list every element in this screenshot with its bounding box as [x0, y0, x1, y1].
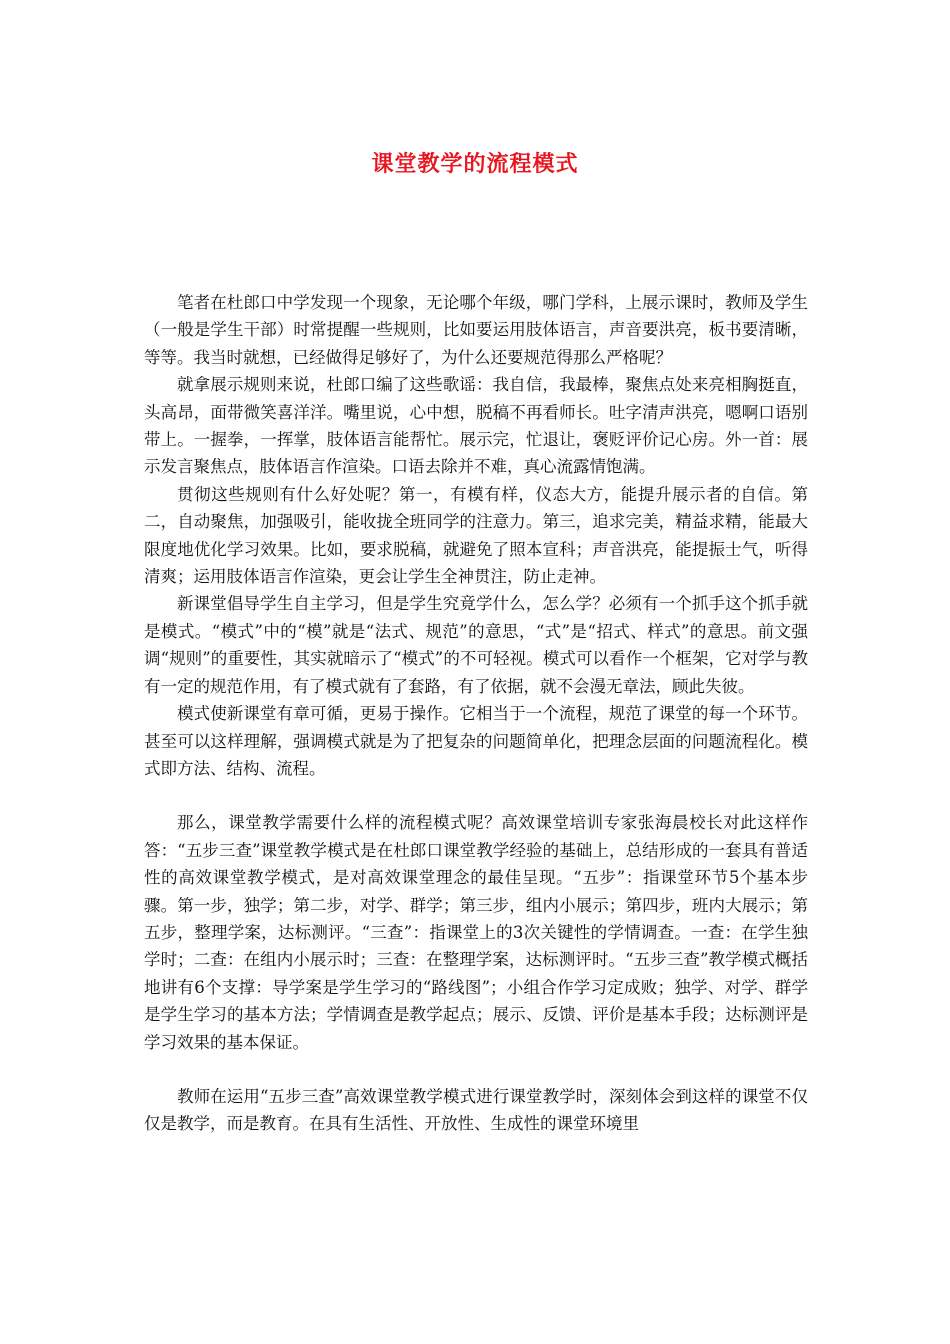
- paragraph-4: 新课堂倡导学生自主学习，但是学生究竟学什么，怎么学？必须有一个抓手这个抓手就是模式。“模式”中的“模”就是“法式、规范”的意思，“式”是“招式、样式”的意思。前文强调“规则”的重要性，其实就暗示了“模式”的不可轻视。模式可以看作一个框架，它对学与教有一定的规范作用，有了模式就有了套路，有了依据，就不会漫无章法，顾此失彼。: [144, 594, 808, 696]
- paragraph-6: 那么，课堂教学需要什么样的流程模式呢？高效课堂培训专家张海晨校长对此这样作答：“五步三查”课堂教学模式是在杜郎口课堂教学经验的基础上，总结形成的一套具有普适性的高效课堂教学模式，是对高效课堂理念的最佳呈现。“五步”：指课堂环节5个基本步骤。第一步，独学；第二步，对学、群学；第三步，组内小展示；第四步，班内大展示；第五步，整理学案，达标测评。“三查”：指课堂上的3次关键性的学情调查。一查：在学生独学时；二查：在组内小展示时；三查：在整理学案，达标测评时。“五步三查”教学模式概括地讲有6个支撑：导学案是学生学习的“路线图”；小组合作学习定成败；独学、对学、群学是学生学习的基本方法；学情调查是教学起点；展示、反馈、评价是基本手段；达标测评是学习效果的基本保证。: [144, 813, 808, 1052]
- paragraph-2: 就拿展示规则来说，杜郎口编了这些歌谣：我自信，我最棒，聚焦点处来亮相胸挺直，头高昂，面带微笑喜洋洋。嘴里说，心中想，脱稿不再看师长。吐字清声洪亮，嗯啊口语别带上。一握拳，一挥掌，肢体语言能帮忙。展示完，忙退让，褒贬评价记心房。外一首：展示发言聚焦点，肢体语言作渲染。口语去除并不难，真心流露情饱满。: [144, 375, 808, 477]
- document-title: 课堂教学的流程模式: [371, 150, 579, 177]
- paragraph-5: 模式使新课堂有章可循，更易于操作。它相当于一个流程，规范了课堂的每一个环节。甚至可以这样理解，强调模式就是为了把复杂的问题简单化，把理念层面的问题流程化。模式即方法、结构、流程。: [144, 704, 808, 778]
- paragraph-1: 笔者在杜郎口中学发现一个现象，无论哪个年级，哪门学科，上展示课时，教师及学生（一般是学生干部）时常提醒一些规则，比如要运用肢体语言，声音要洪亮，板书要清晰，等等。我当时就想，已经做得足够好了，为什么还要规范得那么严格呢？: [144, 293, 808, 367]
- paragraph-7: 教师在运用“五步三查”高效课堂教学模式进行课堂教学时，深刻体会到这样的课堂不仅仅是教学，而是教育。在具有生活性、开放性、生成性的课堂环境里: [144, 1086, 808, 1134]
- paragraph-3: 贯彻这些规则有什么好处呢？第一，有模有样，仪态大方，能提升展示者的自信。第二，自动聚焦，加强吸引，能收拢全班同学的注意力。第三，追求完美，精益求精，能最大限度地优化学习效果。比如，要求脱稿，就避免了照本宣科；声音洪亮，能提振士气，听得清爽；运用肢体语言作渲染，更会让学生全神贯注，防止走神。: [144, 484, 808, 587]
- document-body: [144, 289, 808, 1138]
